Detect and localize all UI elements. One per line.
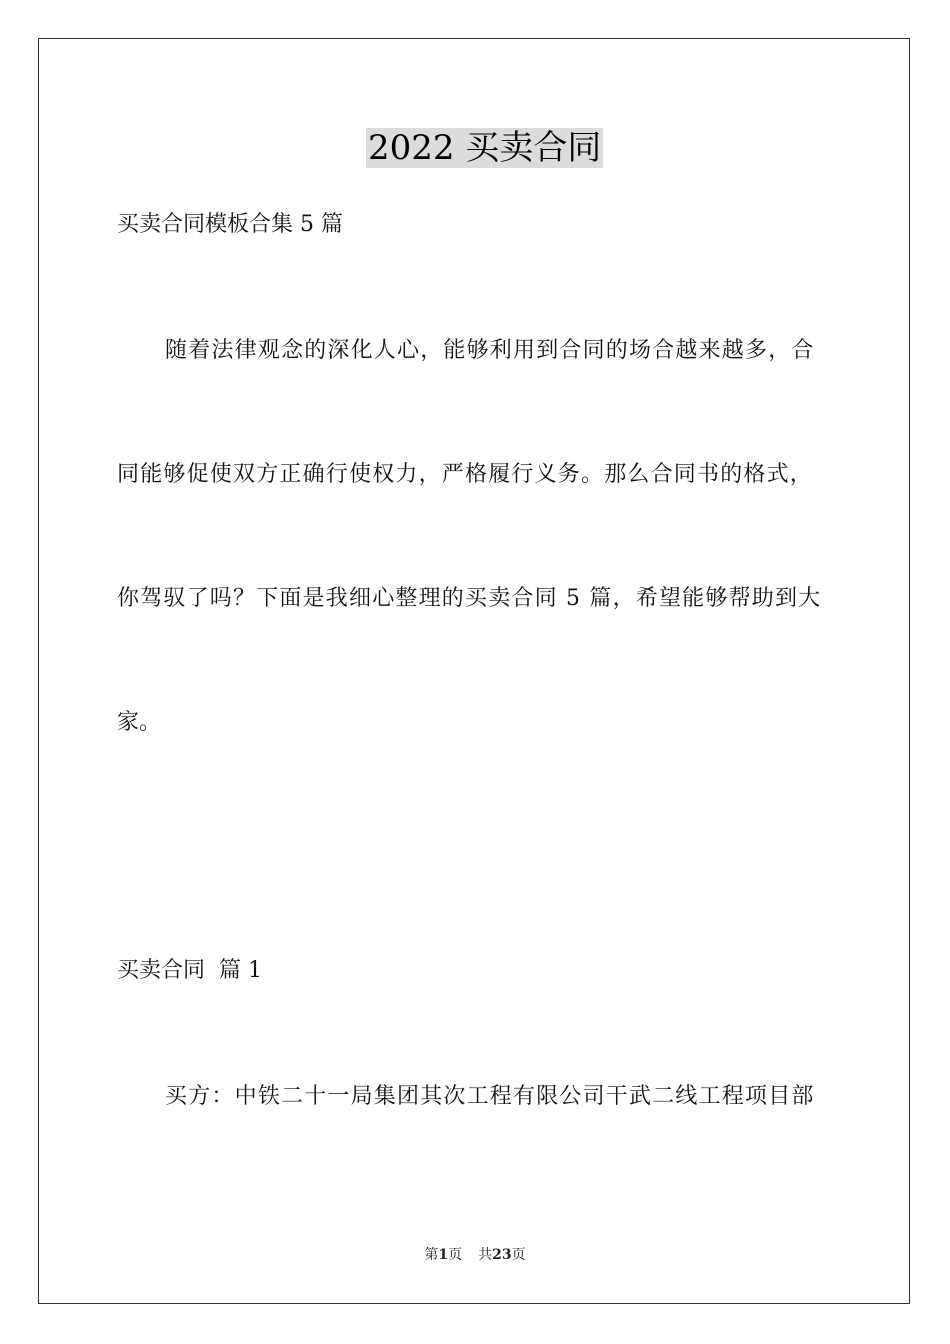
footer-total-prefix: 共 bbox=[478, 1247, 493, 1263]
footer-page-total: 23 bbox=[492, 1247, 512, 1263]
intro-line-2: 同能够促使双方正确行使权力，严格履行义务。那么合同书的格式， bbox=[117, 462, 814, 487]
document-title: 2022 买卖合同 bbox=[368, 128, 602, 168]
footer-page-prefix: 第 bbox=[424, 1247, 439, 1263]
page-footer bbox=[0, 1246, 950, 1264]
footer-page-suffix: 页 bbox=[448, 1247, 463, 1263]
section-heading: 买卖合同 篇 1 bbox=[117, 958, 262, 983]
intro-line-3: 你驾驭了吗？下面是我细心整理的买卖合同 5 篇，希望能够帮助到大 bbox=[117, 586, 822, 611]
intro-line-4: 家。 bbox=[117, 710, 162, 735]
buyer-line: 买方：中铁二十一局集团其次工程有限公司干武二线工程项目部 bbox=[165, 1084, 815, 1109]
footer-page-current: 1 bbox=[438, 1247, 449, 1263]
footer-total-suffix: 页 bbox=[511, 1247, 526, 1263]
intro-line-1: 随着法律观念的深化人心，能够利用到合同的场合越来越多，合 bbox=[165, 338, 815, 363]
document-subtitle: 买卖合同模板合集 5 篇 bbox=[117, 212, 343, 237]
